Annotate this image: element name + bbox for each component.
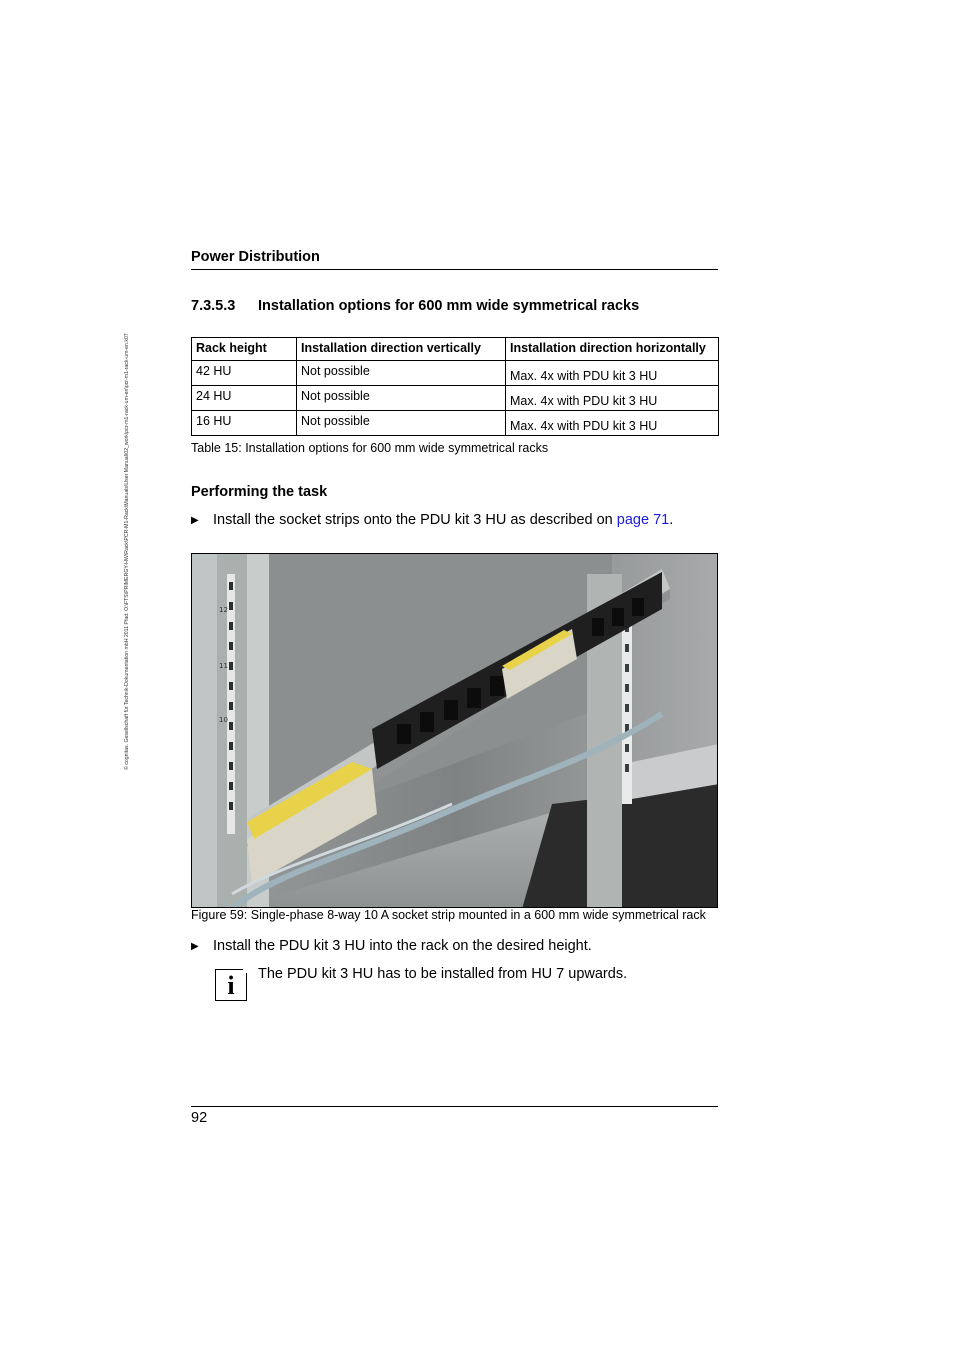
note-text: The PDU kit 3 HU has to be installed from HU 7 upwards. xyxy=(258,966,628,982)
info-icon: i xyxy=(215,969,247,1001)
table-cell: 24 HU xyxy=(192,386,297,411)
table-cell: Not possible xyxy=(297,386,506,411)
section-heading xyxy=(191,298,639,314)
bullet-arrow-icon: ▶ xyxy=(191,941,199,952)
bullet-arrow-icon: ▶ xyxy=(191,515,199,526)
table-cell: Max. 4x with PDU kit 3 HU xyxy=(506,361,719,386)
footer-rule xyxy=(191,1106,718,1107)
table-caption: Table 15: Installation options for 600 mm wide symmetrical racks xyxy=(191,441,549,455)
table-cell: Max. 4x with PDU kit 3 HU xyxy=(506,411,719,436)
task-heading: Performing the task xyxy=(191,484,328,500)
table-row xyxy=(192,386,719,411)
section-number: 7.3.5.3 xyxy=(191,298,236,314)
running-header: Power Distribution xyxy=(191,249,320,265)
rack-photo xyxy=(191,553,718,908)
figure-caption: Figure 59: Single-phase 8-way 10 A socket strip mounted in a 600 mm wide symmetrical rack xyxy=(191,908,706,922)
rack-label-12: 12 xyxy=(219,606,228,614)
side-note xyxy=(124,240,136,770)
step-1-end: . xyxy=(669,512,674,528)
rack-label-10: 10 xyxy=(219,716,228,724)
rack-label-11: 11 xyxy=(219,662,228,670)
installation-options-table xyxy=(191,337,719,436)
table-header-cell: Installation direction vertically xyxy=(297,338,506,361)
table-cell: 16 HU xyxy=(192,411,297,436)
table-row xyxy=(192,411,719,436)
table-header-cell: Rack height xyxy=(192,338,297,361)
step-2-text: Install the PDU kit 3 HU into the rack on the desired height. xyxy=(213,938,592,954)
section-title: Installation options for 600 mm wide symmetrical racks xyxy=(258,298,640,314)
table-row xyxy=(192,361,719,386)
table-cell: Not possible xyxy=(297,361,506,386)
table-cell: Max. 4x with PDU kit 3 HU xyxy=(506,386,719,411)
header-rule xyxy=(191,269,718,270)
table-cell: Not possible xyxy=(297,411,506,436)
step-1 xyxy=(191,512,673,528)
table-header-row xyxy=(192,338,719,361)
table-cell: 42 HU xyxy=(192,361,297,386)
page-link[interactable]: page 71 xyxy=(616,512,670,528)
step-1-text: Install the socket strips onto the PDU kit 3 HU as described on xyxy=(213,512,617,528)
table-header-cell: Installation direction horizontally xyxy=(506,338,719,361)
page-number: 92 xyxy=(191,1110,208,1126)
step-2 xyxy=(191,938,592,954)
side-note-text: © cognitas. Gesellschaft für Technik-Dokumentation mbH 2011 Pfad: O:\FTS\PRIMERGY-HW\Rack\PCR-M1-Rack\Manuals\User Manual\02_work\pcr-m1-rack-um-en\pcr-m1-rack-um-en.k07 xyxy=(124,333,130,770)
